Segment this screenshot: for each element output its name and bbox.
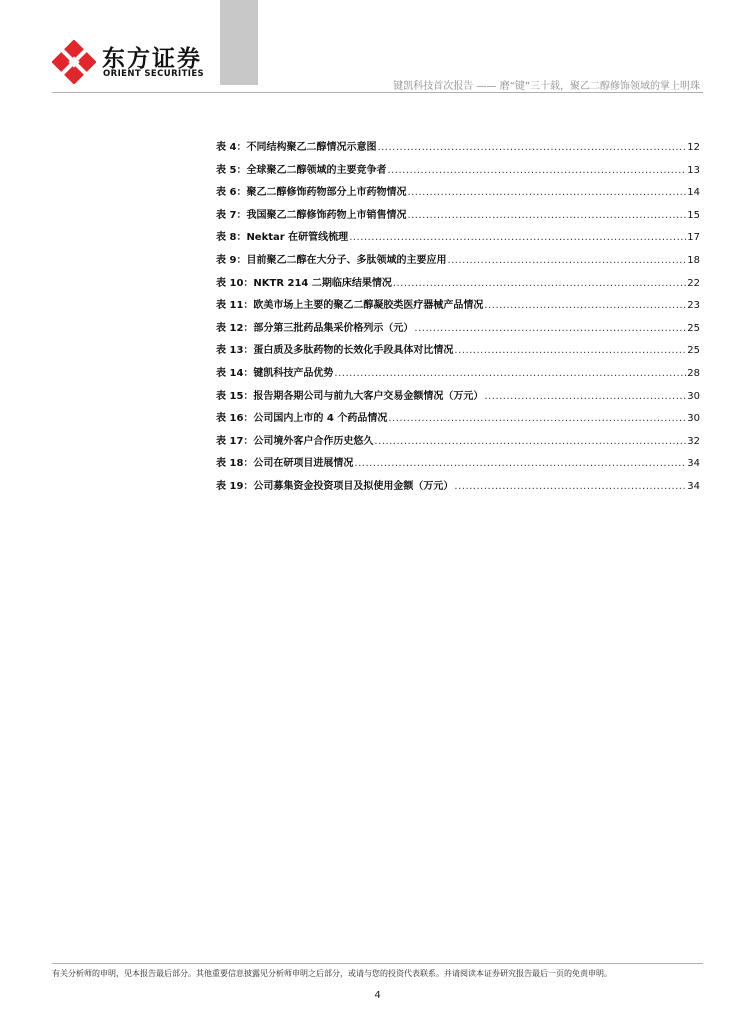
toc-leader-dots bbox=[334, 368, 686, 379]
brand-name-en: ORIENT SECURITIES bbox=[103, 69, 205, 79]
toc-entry-label: 表 6：聚乙二醇修饰药物部分上市药物情况 bbox=[216, 187, 407, 199]
toc-entry-label: 表 8：Nektar 在研管线梳理 bbox=[216, 232, 349, 244]
brand-name-cn: 东方证券 bbox=[102, 46, 202, 72]
toc-entry-label: 表 15：报告期各期公司与前九大客户交易金额情况（万元） bbox=[216, 390, 484, 402]
toc-entry-label: 表 9：目前聚乙二醇在大分子、多肽领域的主要应用 bbox=[216, 254, 447, 266]
toc-leader-dots bbox=[374, 436, 686, 447]
table-of-contents bbox=[216, 138, 700, 500]
toc-entry-page: 30 bbox=[687, 390, 700, 402]
toc-entry-label: 表 5：全球聚乙二醇领域的主要竞争者 bbox=[216, 164, 387, 176]
toc-entry-label: 表 19：公司募集资金投资项目及拟使用金额（万元） bbox=[216, 480, 454, 492]
toc-leader-dots bbox=[454, 481, 686, 492]
toc-leader-dots bbox=[354, 458, 686, 469]
toc-entry[interactable] bbox=[216, 432, 700, 455]
toc-leader-dots bbox=[484, 300, 686, 311]
toc-entry-page: 18 bbox=[687, 254, 700, 266]
toc-entry-label: 表 4：不同结构聚乙二醇情况示意图 bbox=[216, 142, 377, 153]
report-title: 键凯科技首次报告 —— 磨“键”三十载，聚乙二醇修饰领域的掌上明珠 bbox=[393, 81, 700, 92]
toc-entry[interactable] bbox=[216, 319, 700, 342]
toc-entry-page: 17 bbox=[687, 232, 700, 244]
toc-leader-dots bbox=[388, 413, 686, 424]
toc-entry-page: 14 bbox=[687, 187, 700, 199]
toc-leader-dots bbox=[447, 255, 686, 266]
toc-entry-page: 32 bbox=[687, 435, 700, 447]
toc-leader-dots bbox=[414, 323, 686, 334]
page-number: 4 bbox=[374, 990, 381, 1001]
toc-entry-page: 22 bbox=[687, 277, 700, 289]
toc-leader-dots bbox=[393, 278, 686, 289]
toc-leader-dots bbox=[407, 210, 686, 221]
footer-disclaimer: 有关分析师的申明，见本报告最后部分。其他重要信息披露见分析师申明之后部分，或请与您的投资代表联系。并请阅读本证券研究报告最后一页的免责申明。 bbox=[52, 969, 612, 978]
toc-entry-page: 12 bbox=[687, 142, 700, 153]
toc-entry-page: 30 bbox=[687, 413, 700, 425]
footer-divider bbox=[52, 963, 703, 964]
toc-entry[interactable] bbox=[216, 251, 700, 274]
toc-entry[interactable] bbox=[216, 206, 700, 229]
toc-entry-page: 15 bbox=[687, 209, 700, 221]
toc-entry[interactable] bbox=[216, 454, 700, 477]
toc-entry[interactable] bbox=[216, 183, 700, 206]
toc-entry-label: 表 13：蛋白质及多肽药物的长效化手段具体对比情况 bbox=[216, 345, 454, 357]
toc-entry[interactable] bbox=[216, 364, 700, 387]
orient-securities-logo-icon bbox=[52, 40, 96, 84]
toc-entry-label: 表 16：公司国内上市的 4 个药品情况 bbox=[216, 413, 388, 425]
toc-entry-label: 表 11：欧美市场上主要的聚乙二醇凝胶类医疗器械产品情况 bbox=[216, 300, 484, 312]
toc-entry[interactable] bbox=[216, 228, 700, 251]
toc-entry[interactable] bbox=[216, 477, 700, 500]
toc-leader-dots bbox=[484, 391, 686, 402]
toc-entry-label: 表 12：部分第三批药品集采价格列示（元） bbox=[216, 322, 414, 334]
toc-entry-label: 表 10：NKTR 214 二期临床结果情况 bbox=[216, 277, 392, 289]
toc-entry-page: 34 bbox=[687, 480, 700, 492]
toc-entry-page: 23 bbox=[687, 300, 700, 312]
toc-leader-dots bbox=[387, 165, 686, 176]
toc-entry[interactable] bbox=[216, 387, 700, 410]
toc-entry-page: 25 bbox=[687, 322, 700, 334]
toc-entry-label: 表 14：键凯科技产品优势 bbox=[216, 367, 334, 379]
toc-entry[interactable] bbox=[216, 161, 700, 184]
toc-entry[interactable] bbox=[216, 296, 700, 319]
toc-entry[interactable] bbox=[216, 138, 700, 161]
toc-entry[interactable] bbox=[216, 409, 700, 432]
toc-entry-label: 表 18：公司在研项目进展情况 bbox=[216, 458, 354, 470]
toc-entry-page: 28 bbox=[687, 367, 700, 379]
toc-entry-label: 表 7：我国聚乙二醇修饰药物上市销售情况 bbox=[216, 209, 407, 221]
toc-leader-dots bbox=[377, 142, 686, 153]
toc-entry-page: 34 bbox=[687, 458, 700, 470]
toc-entry[interactable] bbox=[216, 341, 700, 364]
header-accent-bar bbox=[220, 0, 258, 85]
toc-entry-page: 25 bbox=[687, 345, 700, 357]
toc-leader-dots bbox=[407, 187, 686, 198]
toc-entry-label: 表 17：公司境外客户合作历史悠久 bbox=[216, 435, 374, 447]
toc-leader-dots bbox=[349, 232, 686, 243]
toc-entry[interactable] bbox=[216, 274, 700, 297]
toc-leader-dots bbox=[454, 345, 686, 356]
toc-entry-page: 13 bbox=[687, 164, 700, 176]
header-divider bbox=[52, 92, 703, 93]
